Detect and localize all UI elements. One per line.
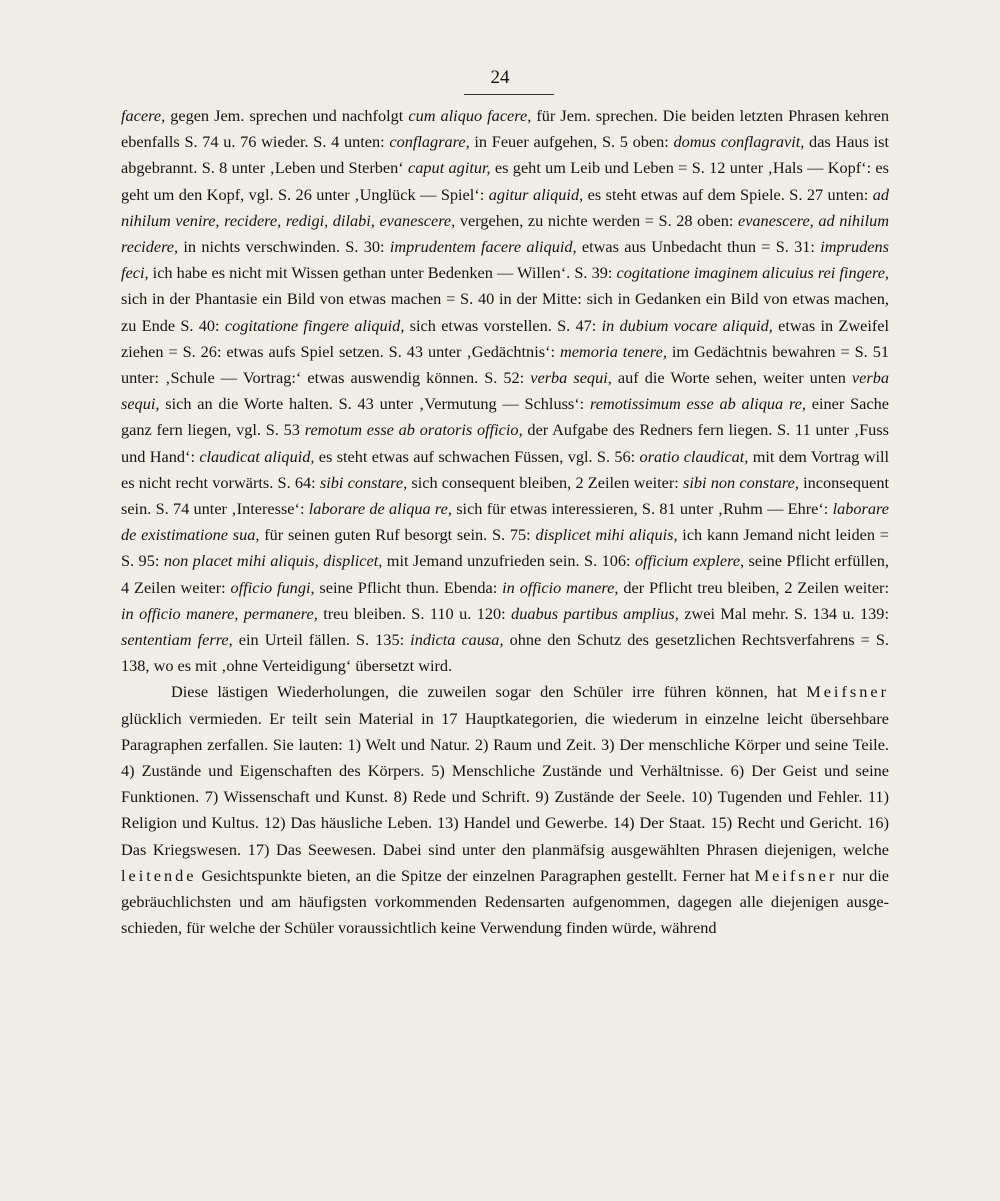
latin-phrase: in officio manere, xyxy=(502,577,619,597)
text-run: sich an die Worte halten. S. 43 unter ‚Vermutung — Schluss‘: xyxy=(159,394,590,414)
text-run: einer Sache ganz fern liegen, vgl. S. 53 xyxy=(121,394,889,440)
text-run: auf die Worte sehen, weiter unten xyxy=(611,368,852,388)
latin-phrase: cogitatione imaginem alicuius rei fingere, xyxy=(616,263,889,283)
spaced-emphasis: Meifsner xyxy=(754,865,838,885)
text-run: es geht um Leib und Leben = S. 12 unter ‚Hals — Kopf‘: es geht um den Kopf, vgl. S. 26 unter ‚Unglück — Spiel‘: xyxy=(121,158,889,204)
latin-phrase: evanescere, ad nihilum recidere, xyxy=(121,210,889,257)
body-text xyxy=(121,103,889,942)
latin-phrase: non placet mihi aliquis, displicet, xyxy=(163,551,383,571)
text-run: Gesichtspunkte bieten, an die Spitze der einzelnen Paragraphen gestellt. Ferner hat xyxy=(196,865,755,885)
latin-phrase: imprudentem facere aliquid, xyxy=(389,237,577,257)
latin-phrase: domus conflagravit, xyxy=(673,132,805,152)
latin-phrase: conflagrare, xyxy=(389,132,470,152)
text-run: sich in der Phantasie ein Bild von etwas machen = S. 40 in der Mitte: sich in Gedanken ein Bild von etwas machen, zu Ende S. 40: xyxy=(121,289,889,335)
latin-phrase: duabus partibus amplius, xyxy=(511,603,679,623)
text-run: mit dem Vortrag will es nicht recht vorwärts. S. 64: xyxy=(121,446,890,492)
latin-phrase: ad nihilum venire, recidere, redigi, dilabi, evanescere, xyxy=(121,184,889,230)
text-run: nur die gebräuchlichsten und am häufigsten vorkommenden Redensarten aufgenommen, dagegen alle diejenigen ausgeschieden, für welche der Schüler voraussichtlich keine Verwendung finden würde, während xyxy=(121,865,889,938)
latin-phrase: cogitatione fingere aliquid, xyxy=(224,315,405,335)
text-run: ein Urteil fällen. S. 135: xyxy=(232,630,411,650)
latin-phrase: officium explere, xyxy=(634,551,745,571)
latin-phrase: facere, xyxy=(121,106,166,125)
text-run: in nichts verschwinden. S. 30: xyxy=(178,237,390,257)
text-run: Diese lästigen Wiederholungen, die zuweilen sogar den Schüler irre führen können, hat xyxy=(171,682,807,702)
text-run: sich consequent bleiben, 2 Zeilen weiter: xyxy=(407,472,683,492)
text-run: in Feuer aufgehen, S. 5 oben: xyxy=(469,132,674,152)
text-run: für Jem. sprechen. Die beiden letzten Phrasen kehren ebenfalls S. 74 u. 76 wieder. S. 4 unten: xyxy=(121,106,889,152)
latin-phrase: sibi constare, xyxy=(319,472,408,492)
latin-phrase: in officio manere, permanere, xyxy=(121,603,318,623)
latin-phrase: remotissimum esse ab aliqua re, xyxy=(590,394,806,414)
text-run: das Haus ist abgebrannt. S. 8 unter ‚Leben und Sterben‘ xyxy=(121,132,889,178)
text-run: zwei Mal mehr. S. 134 u. 139: xyxy=(678,603,889,623)
text-run: sich etwas vorstellen. S. 47: xyxy=(404,315,602,335)
latin-phrase: cum aliquo facere, xyxy=(408,106,532,125)
text-run: vergehen, zu nichte werden = S. 28 oben: xyxy=(455,210,738,230)
text-run: gegen Jem. sprechen und nachfolgt xyxy=(165,106,409,125)
text-run: im Gedächtnis bewahren = S. 51 unter: ‚Schule — Vortrag:‘ etwas auswendig können. S. 52: xyxy=(121,341,889,388)
text-run: ohne den Schutz des gesetzlichen Rechtsverfahrens = S. 138, wo es mit ‚ohne Verteidigung‘ übersetzt wird. xyxy=(121,630,889,676)
text-run: der Aufgabe des Redners fern liegen. S. 11 unter ‚Fuss und Hand‘: xyxy=(121,420,889,466)
text-run: ich kann Jemand nicht leiden = S. 95: xyxy=(121,525,889,571)
text-run: der Pflicht treu bleiben, 2 Zeilen weiter: xyxy=(618,577,890,597)
latin-phrase: agitur aliquid, xyxy=(488,184,584,204)
text-run: sich für etwas interessieren, S. 81 unter ‚Ruhm — Ehre‘: xyxy=(451,499,833,519)
text-run: mit Jemand unzufrieden sein. S. 106: xyxy=(382,551,635,571)
text-run: etwas in Zweifel ziehen = S. 26: etwas aufs Spiel setzen. S. 43 unter ‚Gedächtnis‘: xyxy=(121,315,890,361)
page-number: 24 xyxy=(490,67,510,88)
latin-phrase: remotum esse ab oratoris officio, xyxy=(304,420,523,440)
text-run: glücklich vermieden. Er teilt sein Material in 17 Hauptkategorien, die wiederum in einzelne leicht übersehbare Paragraphen zerfallen. Sie lauten: 1) Welt und Natur. 2) Raum und Zeit. 3) Der menschliche Körper und seine Teile. 4) Zustände und Eigenschaften des Körpers. 5) Menschliche Zustände und Verhältnisse. 6) Der Geist und seine Funktionen. 7) Wissenschaft und Kunst. 8) Rede und Schrift. 9) Zustände der Seele. 10) Tugenden und Fehler. 11) Religion und Kultus. 12) Das häusliche Leben. 13) Handel und Gewerbe. 14) Der Staat. 15) Recht und Gericht. 16) Das Kriegswesen. 17) Das Seewesen. Dabei sind unter den planmäfsig ausgewählten Phrasen diejenigen, welche xyxy=(121,708,889,859)
header-rule xyxy=(464,94,554,95)
latin-phrase: memoria tenere, xyxy=(559,341,667,361)
latin-phrase: sententiam ferre, xyxy=(121,630,233,650)
latin-phrase: displicet mihi aliquis, xyxy=(535,525,678,545)
latin-phrase: oratio claudicat, xyxy=(639,446,749,466)
latin-phrase: sibi non constare, xyxy=(683,472,799,492)
text-run: seine Pflicht thun. Ebenda: xyxy=(314,577,503,597)
latin-phrase: laborare de existimatione sua, xyxy=(121,499,889,545)
spaced-emphasis: leitende xyxy=(121,865,197,885)
latin-phrase: verba sequi, xyxy=(121,368,889,414)
latin-phrase: in dubium vocare aliquid, xyxy=(601,315,773,335)
spaced-emphasis: Meifsner xyxy=(806,682,889,702)
text-run: etwas aus Unbedacht thun = S. 31: xyxy=(576,237,821,257)
latin-phrase: officio fungi, xyxy=(230,577,315,597)
latin-phrase: claudicat aliquid, xyxy=(199,446,315,466)
paragraph-1 xyxy=(121,103,889,679)
text-run: seine Pflicht erfüllen, 4 Zeilen weiter: xyxy=(121,551,889,597)
text-run: es steht etwas auf schwachen Füssen, vgl. S. 56: xyxy=(314,446,640,466)
latin-phrase: indicta causa, xyxy=(410,630,504,650)
latin-phrase: imprudens feci, xyxy=(121,237,889,283)
paragraph-2 xyxy=(121,679,889,941)
text-run: treu bleiben. S. 110 u. 120: xyxy=(317,603,512,623)
text-run: inconsequent sein. S. 74 unter ‚Interesse‘: xyxy=(121,472,890,519)
text-run: es steht etwas auf dem Spiele. S. 27 unten: xyxy=(583,184,873,204)
text-run: ich habe es nicht mit Wissen gethan unter Bedenken — Willen‘. S. 39: xyxy=(148,263,617,283)
latin-phrase: laborare de aliqua re, xyxy=(308,499,452,519)
latin-phrase: verba sequi, xyxy=(530,368,612,388)
text-run: für seinen guten Ruf besorgt sein. S. 75: xyxy=(259,525,536,545)
latin-phrase: caput agitur, xyxy=(408,158,491,178)
